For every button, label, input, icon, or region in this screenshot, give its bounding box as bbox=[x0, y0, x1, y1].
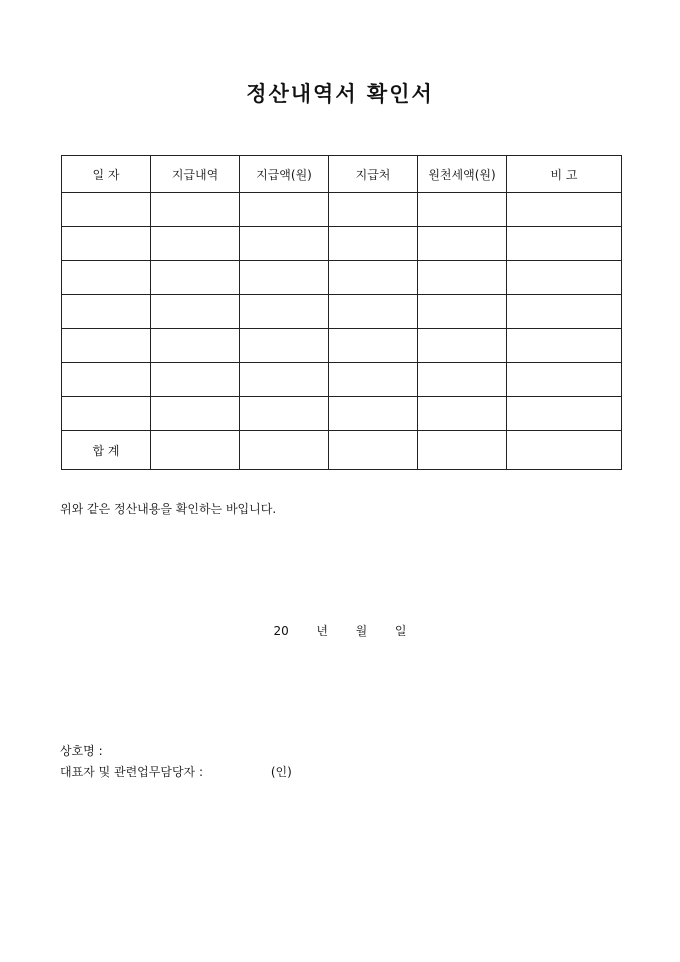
table-cell bbox=[418, 397, 507, 431]
table-cell bbox=[507, 261, 622, 295]
seal-mark: (인) bbox=[270, 765, 292, 779]
table-cell bbox=[151, 295, 240, 329]
header-payment-details: 지급내역 bbox=[151, 156, 240, 193]
table-cell bbox=[507, 363, 622, 397]
table-cell bbox=[507, 329, 622, 363]
table-cell bbox=[418, 261, 507, 295]
table-cell bbox=[329, 329, 418, 363]
table-cell bbox=[507, 295, 622, 329]
table-cell bbox=[62, 363, 151, 397]
total-cell bbox=[418, 431, 507, 470]
year-prefix: 20 bbox=[273, 624, 289, 638]
table-cell bbox=[240, 227, 329, 261]
table-cell bbox=[240, 261, 329, 295]
table-cell bbox=[151, 397, 240, 431]
table-cell bbox=[151, 227, 240, 261]
table-cell bbox=[329, 397, 418, 431]
settlement-table bbox=[61, 155, 622, 470]
table-row bbox=[62, 329, 622, 363]
table-cell bbox=[507, 193, 622, 227]
table-cell bbox=[62, 329, 151, 363]
table-cell bbox=[240, 193, 329, 227]
header-payee: 지급처 bbox=[329, 156, 418, 193]
table-cell bbox=[507, 227, 622, 261]
table-cell bbox=[329, 227, 418, 261]
table-cell bbox=[418, 227, 507, 261]
table-cell bbox=[507, 397, 622, 431]
table-cell bbox=[151, 329, 240, 363]
header-withholding-tax: 원천세액(원) bbox=[418, 156, 507, 193]
total-cell bbox=[151, 431, 240, 470]
total-label: 합 계 bbox=[62, 431, 151, 470]
table-total-row bbox=[62, 431, 622, 470]
day-label: 일 bbox=[394, 624, 407, 638]
table-cell bbox=[240, 363, 329, 397]
header-payment-amount: 지급액(원) bbox=[240, 156, 329, 193]
table-row bbox=[62, 295, 622, 329]
table-cell bbox=[329, 193, 418, 227]
table-cell bbox=[151, 261, 240, 295]
table-row bbox=[62, 397, 622, 431]
table-cell bbox=[240, 329, 329, 363]
year-label: 년 bbox=[316, 624, 329, 638]
table-cell bbox=[62, 261, 151, 295]
month-label: 월 bbox=[355, 624, 368, 638]
representative-label: 대표자 및 관련업무담당자 : bbox=[60, 765, 203, 779]
table-cell bbox=[240, 295, 329, 329]
company-name-line bbox=[60, 742, 103, 759]
header-date: 일 자 bbox=[62, 156, 151, 193]
table-cell bbox=[329, 363, 418, 397]
table-cell bbox=[240, 397, 329, 431]
header-remarks: 비 고 bbox=[507, 156, 622, 193]
total-cell bbox=[507, 431, 622, 470]
total-cell bbox=[329, 431, 418, 470]
table-row bbox=[62, 363, 622, 397]
document-title: 정산내역서 확인서 bbox=[246, 81, 434, 106]
table-cell bbox=[329, 295, 418, 329]
table-header-row bbox=[62, 156, 622, 193]
table-cell bbox=[418, 329, 507, 363]
table-cell bbox=[418, 363, 507, 397]
table-cell bbox=[151, 363, 240, 397]
table-row bbox=[62, 227, 622, 261]
total-cell bbox=[240, 431, 329, 470]
table-cell bbox=[418, 193, 507, 227]
table-cell bbox=[329, 261, 418, 295]
table-cell bbox=[62, 397, 151, 431]
table-cell bbox=[62, 193, 151, 227]
table-cell bbox=[62, 295, 151, 329]
date-line bbox=[0, 622, 680, 639]
representative-line bbox=[60, 763, 292, 780]
table-row bbox=[62, 261, 622, 295]
table-row bbox=[62, 193, 622, 227]
company-label: 상호명 : bbox=[60, 744, 103, 758]
table-cell bbox=[418, 295, 507, 329]
table-cell bbox=[151, 193, 240, 227]
confirmation-statement: 위와 같은 정산내용을 확인하는 바입니다. bbox=[60, 502, 277, 516]
table-cell bbox=[62, 227, 151, 261]
